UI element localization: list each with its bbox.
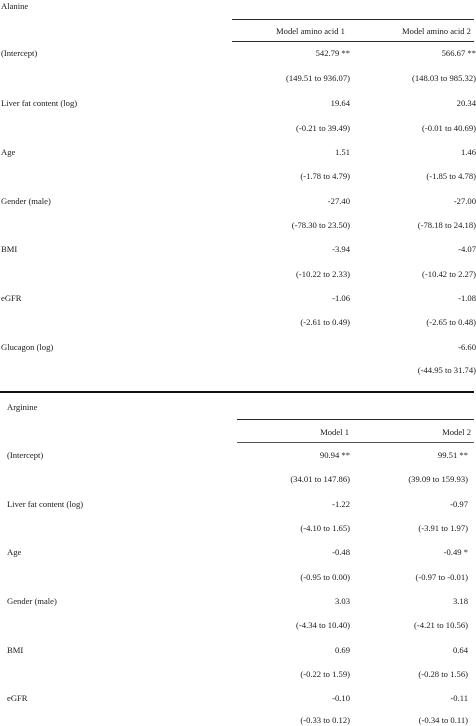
column-header-model-1: Model 1 bbox=[320, 427, 349, 437]
ci-model-1: (-2.61 to 0.49) bbox=[300, 317, 350, 327]
column-header-model-2: Model 2 bbox=[442, 427, 471, 437]
estimate-model-1: -1.22 bbox=[332, 499, 350, 509]
ci-model-2: (-0.97 to -0.01) bbox=[415, 572, 468, 582]
ci-model-1: (-1.78 to 4.79) bbox=[300, 171, 350, 181]
panel-separator bbox=[0, 391, 474, 393]
ci-model-2: (-0.28 to 1.56) bbox=[418, 669, 468, 679]
ci-model-1: (34.01 to 147.86) bbox=[290, 474, 350, 484]
estimate-model-1: -0.48 bbox=[332, 547, 350, 557]
ci-model-2: (39.09 to 159.93) bbox=[408, 474, 468, 484]
ci-model-2: (-1.85 to 4.78) bbox=[426, 171, 476, 181]
estimate-model-1: -27.40 bbox=[327, 196, 350, 206]
ci-model-2: (-2.65 to 0.48) bbox=[426, 317, 476, 327]
estimate-model-2: -0.11 bbox=[450, 693, 468, 703]
panel-title-alanine: Alanine bbox=[1, 1, 29, 11]
ci-model-1: (-0.95 to 0.00) bbox=[300, 572, 350, 582]
ci-model-1: (149.51 to 936.07) bbox=[286, 73, 350, 83]
ci-model-2: (-0.34 to 0.11) bbox=[418, 715, 468, 725]
ci-model-2: (148.03 to 985.32) bbox=[412, 73, 476, 83]
ci-model-2: (-44.95 to 31.74) bbox=[417, 365, 476, 375]
row-label: BMI bbox=[7, 645, 24, 655]
estimate-model-1: 1.51 bbox=[334, 147, 350, 157]
ci-model-2: (-78.18 to 24.18) bbox=[417, 220, 476, 230]
estimate-model-1: 0.69 bbox=[334, 645, 350, 655]
estimate-model-2: 566.67 ** bbox=[441, 48, 476, 58]
row-label: Liver fat content (log) bbox=[7, 499, 84, 509]
header-rule-bottom bbox=[237, 442, 474, 443]
estimate-model-1: -1.06 bbox=[332, 293, 350, 303]
ci-model-1: (-78.30 to 23.50) bbox=[291, 220, 350, 230]
ci-model-1: (-4.10 to 1.65) bbox=[300, 523, 350, 533]
estimate-model-1: 19.64 bbox=[330, 98, 350, 108]
ci-model-2: (-0.01 to 40.69) bbox=[422, 123, 476, 133]
ci-model-1: (-0.22 to 1.59) bbox=[300, 669, 350, 679]
ci-model-1: (-0.21 to 39.49) bbox=[296, 123, 350, 133]
column-header-model-1: Model amino acid 1 bbox=[276, 26, 345, 36]
estimate-model-2: -4.07 bbox=[458, 244, 476, 254]
estimate-model-2: 0.64 bbox=[452, 645, 468, 655]
estimate-model-2: -0.49 * bbox=[443, 547, 468, 557]
estimate-model-2: 1.46 bbox=[460, 147, 476, 157]
ci-model-2: (-3.91 to 1.97) bbox=[418, 523, 468, 533]
estimate-model-2: -0.97 bbox=[450, 499, 468, 509]
row-label: Age bbox=[7, 547, 22, 557]
row-label: Age bbox=[1, 147, 16, 157]
estimate-model-2: -1.08 bbox=[458, 293, 476, 303]
row-label: Gender (male) bbox=[7, 596, 57, 606]
ci-model-1: (-4.34 to 10.40) bbox=[296, 620, 350, 630]
estimate-model-2: 3.18 bbox=[452, 596, 468, 606]
header-rule-top bbox=[237, 419, 474, 420]
estimate-model-1: 3.03 bbox=[334, 596, 350, 606]
estimate-model-2: 99.51 ** bbox=[437, 450, 468, 460]
ci-model-1: (-10.22 to 2.33) bbox=[296, 269, 350, 279]
header-rule-top bbox=[232, 19, 474, 20]
row-label: BMI bbox=[1, 244, 18, 254]
estimate-model-1: 90.94 ** bbox=[319, 450, 350, 460]
ci-model-1: (-0.33 to 0.12) bbox=[300, 715, 350, 725]
row-label: Gender (male) bbox=[1, 196, 51, 206]
estimate-model-1: -0.10 bbox=[332, 693, 350, 703]
row-label: eGFR bbox=[7, 693, 28, 703]
row-label: Liver fat content (log) bbox=[1, 98, 78, 108]
estimate-model-2: -27.00 bbox=[453, 196, 476, 206]
panel-title-arginine: Arginine bbox=[7, 402, 38, 412]
row-label: (Intercept) bbox=[7, 450, 44, 460]
column-header-model-2: Model amino acid 2 bbox=[402, 26, 471, 36]
estimate-model-2: 20.34 bbox=[456, 98, 476, 108]
row-label: Glucagon (log) bbox=[1, 342, 54, 352]
row-label: eGFR bbox=[1, 293, 22, 303]
estimate-model-2: -6.60 bbox=[458, 342, 476, 352]
row-label: (Intercept) bbox=[1, 48, 38, 58]
estimate-model-1: 542.79 ** bbox=[315, 48, 350, 58]
ci-model-2: (-10.42 to 2.27) bbox=[422, 269, 476, 279]
ci-model-2: (-4.21 to 10.56) bbox=[414, 620, 468, 630]
header-rule-bottom bbox=[232, 41, 474, 42]
estimate-model-1: -3.94 bbox=[332, 244, 350, 254]
